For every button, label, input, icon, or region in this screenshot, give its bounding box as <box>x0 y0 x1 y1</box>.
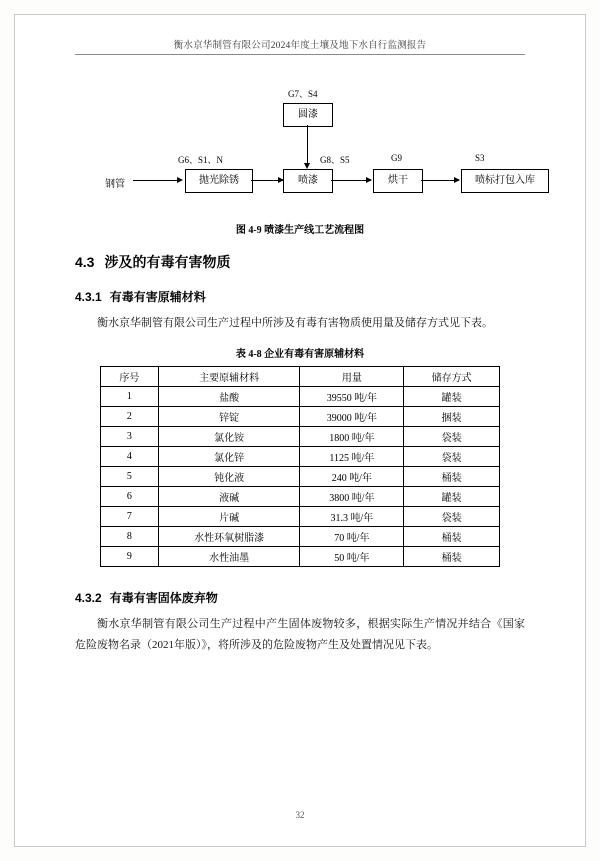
cell-amount: 31.3 吨/年 <box>300 507 404 527</box>
cell-index: 3 <box>101 427 159 447</box>
page-sheet <box>14 14 586 847</box>
cell-storage: 袋装 <box>404 507 500 527</box>
column-header-storage: 储存方式 <box>404 367 500 387</box>
node-steel-pipe: 钢管 <box>105 179 125 190</box>
cell-material: 水性环氧树脂漆 <box>158 527 300 547</box>
table-row <box>101 487 500 507</box>
label-g9: G9 <box>391 153 402 163</box>
cell-storage: 捆装 <box>404 407 500 427</box>
table-row <box>101 467 500 487</box>
section-number-4-3-2: 4.3.2 <box>75 591 102 606</box>
cell-material: 水性油墨 <box>158 547 300 567</box>
node-paint-supply: 圆漆 <box>283 103 333 127</box>
arrow-right-3 <box>366 177 372 183</box>
table-header-row <box>101 367 500 387</box>
node-polish-derust: 抛光除锈 <box>185 169 253 193</box>
page-content <box>75 37 535 655</box>
table-row <box>101 387 500 407</box>
connector-3 <box>331 180 371 181</box>
figure-caption: 图 4-9 喷漆生产线工艺流程图 <box>235 225 365 236</box>
label-g6-s1-n: G6、S1、N <box>178 155 224 165</box>
column-header-amount: 用量 <box>300 367 404 387</box>
cell-storage: 桶装 <box>404 527 500 547</box>
table-row <box>101 447 500 467</box>
node-drying: 烘干 <box>373 169 423 193</box>
hazardous-materials-table <box>100 366 500 567</box>
cell-material: 钝化液 <box>158 467 300 487</box>
section-title-4-3-2: 有毒有害固体废弃物 <box>109 591 218 606</box>
connector-vertical-paint <box>307 125 308 165</box>
cell-index: 2 <box>101 407 159 427</box>
cell-index: 8 <box>101 527 159 547</box>
cell-material: 盐酸 <box>158 387 300 407</box>
cell-amount: 240 吨/年 <box>300 467 404 487</box>
table-row <box>101 527 500 547</box>
table-row <box>101 407 500 427</box>
cell-index: 4 <box>101 447 159 467</box>
cell-index: 9 <box>101 547 159 567</box>
section-title-4-3-1: 有毒有害原辅材料 <box>109 290 206 304</box>
cell-amount: 39000 吨/年 <box>300 407 404 427</box>
cell-storage: 袋装 <box>404 427 500 447</box>
cell-index: 6 <box>101 487 159 507</box>
cell-material: 氯化锌 <box>158 447 300 467</box>
label-s3: S3 <box>475 153 485 163</box>
cell-amount: 3800 吨/年 <box>300 487 404 507</box>
document-header: 衡水京华制管有限公司2024年度土壤及地下水自行监测报告 <box>75 37 525 55</box>
table-row <box>101 547 500 567</box>
section-heading-4-3 <box>75 252 525 272</box>
section-number-4-3-1: 4.3.1 <box>75 290 102 304</box>
process-flow-diagram <box>75 79 535 219</box>
cell-storage: 桶装 <box>404 467 500 487</box>
cell-material: 液碱 <box>158 487 300 507</box>
table-row <box>101 507 500 527</box>
cell-material: 锌锭 <box>158 407 300 427</box>
section-number-4-3: 4.3 <box>75 254 95 270</box>
cell-amount: 1800 吨/年 <box>300 427 404 447</box>
connector-1 <box>133 180 179 181</box>
cell-amount: 1125 吨/年 <box>300 447 404 467</box>
table-row <box>101 427 500 447</box>
paragraph-4-3-1: 衡水京华制管有限公司生产过程中所涉及有毒有害物质使用量及储存方式见下表。 <box>97 317 493 329</box>
section-heading-4-3-1 <box>75 288 525 305</box>
node-paint-store: 喷标打包入库 <box>461 169 549 193</box>
cell-storage: 桶装 <box>404 547 500 567</box>
column-header-index: 序号 <box>101 367 159 387</box>
arrow-right-1 <box>177 177 183 183</box>
cell-storage: 罐装 <box>404 487 500 507</box>
page-number: 32 <box>295 810 305 820</box>
section-title-4-3: 涉及的有毒有害物质 <box>104 254 231 270</box>
cell-index: 5 <box>101 467 159 487</box>
section-heading-4-3-2 <box>75 589 525 606</box>
cell-amount: 70 吨/年 <box>300 527 404 547</box>
label-g7-s4: G7、S4 <box>288 89 318 99</box>
label-g8-s5: G8、S5 <box>320 155 350 165</box>
cell-index: 1 <box>101 387 159 407</box>
cell-index: 7 <box>101 507 159 527</box>
arrow-right-4 <box>454 177 460 183</box>
cell-amount: 39550 吨/年 <box>300 387 404 407</box>
paragraph-4-3-2: 衡水京华制管有限公司生产过程中产生固体废物较多，根据实际生产情况并结合《国家危险废物名录（2021年版）》，将所涉及的危险废物产生及处置情况见下表。 <box>75 618 525 651</box>
cell-storage: 袋装 <box>404 447 500 467</box>
table-caption: 表 4-8 企业有毒有害原辅材料 <box>235 349 365 361</box>
cell-material: 氯化铵 <box>158 427 300 447</box>
cell-amount: 50 吨/年 <box>300 547 404 567</box>
node-spray-paint: 喷漆 <box>283 169 333 193</box>
cell-storage: 罐装 <box>404 387 500 407</box>
column-header-material: 主要原辅材料 <box>158 367 300 387</box>
cell-material: 片碱 <box>158 507 300 527</box>
